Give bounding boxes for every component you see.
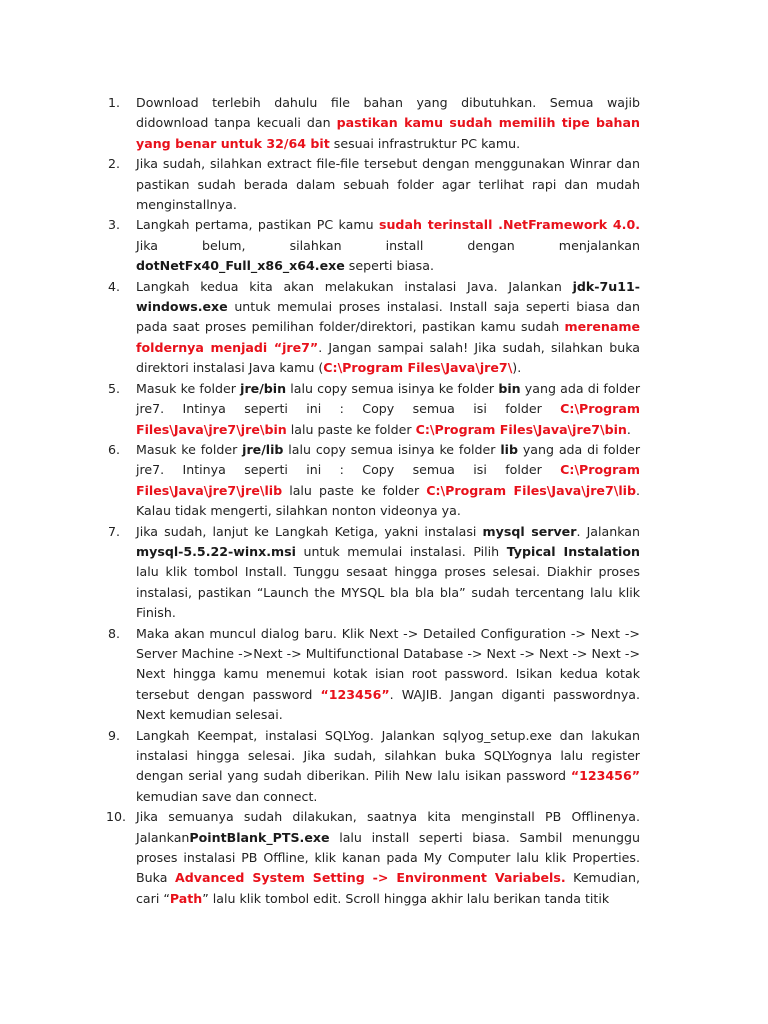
body-text: yang ada di folder jre7. Intinya seperti ini : Copy semua isi folder (136, 441, 640, 478)
list-item-number: 6. (108, 441, 121, 457)
body-text: lalu copy semua isinya ke folder (286, 380, 499, 396)
list-item-number: 8. (108, 625, 121, 641)
body-text: lalu copy semua isinya ke folder (283, 441, 501, 457)
body-text: lalu paste ke folder (286, 421, 416, 437)
body-text: Langkah Keempat, instalasi SQLYog. Jalankan sqlyog_setup.exe dan lakukan instalasi hingga selesai. Jika sudah, silahkan buka SQLYognya lalu register dengan serial yang sudah diberikan. Pilih New lalu isikan password (136, 727, 640, 784)
highlight-text: “123456” (320, 686, 390, 702)
body-text: Download terlebih dahulu file bahan yang dibutuhkan. Semua wajib didownload tanpa kecuali dan (136, 95, 640, 131)
body-text: yang ada di folder jre7. Intinya seperti ini : Copy semua isi folder (136, 380, 640, 417)
list-item-number: 1. (108, 95, 121, 110)
highlight-text: merename foldernya menjadi “jre7” (136, 319, 640, 355)
body-text: . Jangan sampai salah! Jika sudah, silahkan buka direktori instalasi Java kamu ( (136, 339, 640, 376)
body-text: ). (512, 360, 522, 376)
highlight-text: Path (169, 890, 203, 906)
body-text: Jika belum, silahkan install dengan menjalankan (136, 237, 640, 253)
list-item (108, 522, 640, 624)
body-text: . (626, 421, 631, 437)
body-text: Jika sudah, silahkan extract file-file tersebut dengan menggunakan Winrar dan pastikan sudah berada dalam sebuah folder agar terlihat rapi dan mudah menginstallnya. (136, 156, 640, 213)
bold-text: dotNetFx40_Full_x86_x64.exe (136, 258, 345, 274)
body-text: untuk memulai instalasi. Pilih (296, 543, 507, 559)
bold-text: lib (500, 441, 518, 457)
highlight-text: C:\Program Files\Java\jre7\lib (426, 482, 636, 498)
list-item (108, 93, 640, 154)
body-text: seperti biasa. (344, 258, 434, 274)
highlight-text: sudah terinstall .NetFramework 4.0. (378, 217, 640, 233)
body-text: Masuk ke folder (136, 441, 243, 457)
body-text: . Jalankan (576, 523, 640, 539)
list-item-number: 4. (108, 278, 121, 294)
body-text: . Kalau tidak mengerti, silahkan nonton videonya ya. (136, 482, 640, 519)
list-item-number: 9. (108, 727, 121, 743)
bold-text: mysql-5.5.22-winx.msi (136, 543, 296, 559)
bold-text: jre/lib (242, 441, 284, 457)
bold-text: jdk-7u11-windows.exe (136, 278, 640, 315)
highlight-text: C:\Program Files\Java\jre7\ (323, 360, 513, 376)
highlight-text: C:\Program Files\Java\jre7\jre\lib (136, 462, 640, 498)
body-text: Jika semuanya sudah dilakukan, saatnya kita menginstall PB Offlinenya. Jalankan (136, 809, 640, 845)
list-item-number: 5. (108, 380, 121, 396)
body-text: ” lalu klik tombol edit. Scroll hingga akhir lalu berikan tanda titik (202, 890, 610, 906)
bold-text: mysql server (482, 523, 577, 539)
list-item-number: 3. (108, 217, 121, 233)
body-text: Langkah pertama, pastikan PC kamu (136, 217, 379, 233)
body-text: Masuk ke folder (136, 380, 241, 396)
body-text: . WAJIB. Jangan diganti passwordnya. Next kemudian selesai. (136, 686, 640, 723)
body-text: kemudian save dan connect. (136, 788, 318, 804)
list-item-number: 10. (106, 809, 127, 825)
body-text: Langkah kedua kita akan melakukan instalasi Java. Jalankan (136, 278, 573, 294)
highlight-text: C:\Program Files\Java\jre7\bin (415, 421, 627, 437)
body-text: Jika sudah, lanjut ke Langkah Ketiga, yakni instalasi (136, 523, 483, 539)
list-item-number: 7. (108, 523, 121, 539)
instruction-list (0, 93, 768, 909)
highlight-text: C:\Program Files\Java\jre7\jre\bin (136, 401, 640, 437)
list-item (108, 277, 640, 379)
highlight-text: pastikan kamu sudah memilih tipe bahan yang benar untuk 32/64 bit (136, 115, 640, 151)
body-text: Kemudian, cari “ (136, 870, 641, 906)
list-item (108, 624, 640, 726)
list-item (108, 379, 640, 440)
bold-text: PointBlank_PTS.exe (189, 829, 330, 845)
body-text: lalu install seperti biasa. Sambil menunggu proses instalasi PB Offline, klik kanan pada My Computer lalu klik Properties. Buka (136, 829, 640, 886)
highlight-text: Advanced System Setting -> Environment Variabels. (174, 870, 566, 886)
body-text: lalu klik tombol Install. Tunggu sesaat hingga proses selesai. Diakhir proses instalasi, pastikan “Launch the MYSQL bla bla bla” sudah tercentang lalu klik Finish. (136, 564, 640, 621)
body-text: lalu paste ke folder (282, 482, 427, 498)
body-text: Maka akan muncul dialog baru. Klik Next -> Detailed Configuration -> Next -> Server Machine ->Next -> Multifunctional Database -> Next -> Next -> Next -> Next hingga kamu menemui kotak isian root password. Isikan kedua kotak tersebut dengan password (136, 625, 640, 702)
list-item (106, 807, 641, 909)
list-item (108, 726, 640, 808)
list-item-number: 2. (108, 156, 121, 172)
bold-text: bin (498, 380, 521, 396)
bold-text: jre/bin (240, 380, 287, 396)
bold-text: Typical Instalation (506, 543, 640, 559)
list-item (108, 154, 640, 215)
body-text: untuk memulai proses instalasi. Install saja seperti biasa dan pada saat proses pemilihan folder/direktori, pastikan kamu sudah (136, 299, 640, 335)
list-item (108, 440, 640, 522)
body-text: sesuai infrastruktur PC kamu. (329, 135, 521, 151)
list-item (108, 215, 640, 276)
highlight-text: “123456” (570, 768, 640, 784)
